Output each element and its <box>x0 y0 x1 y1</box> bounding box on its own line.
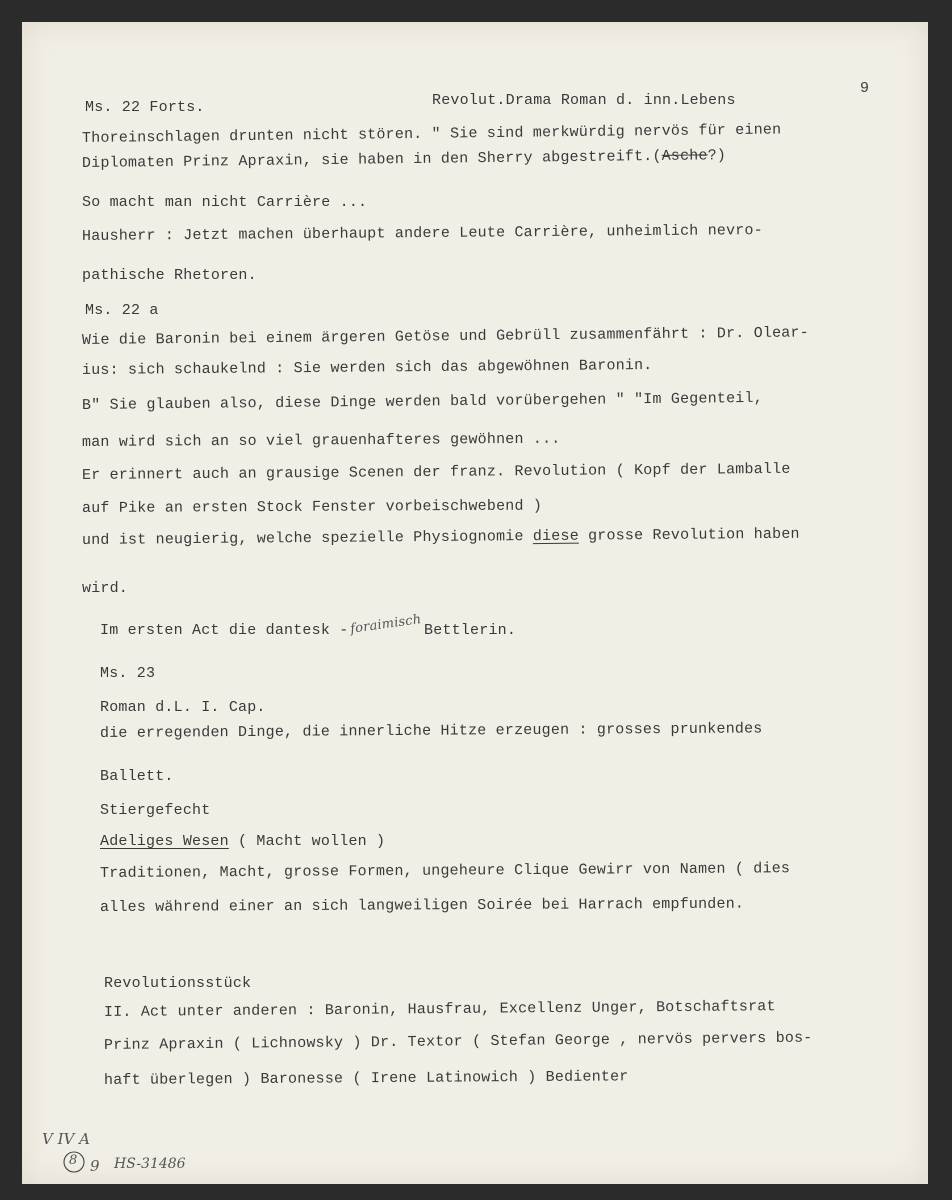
archive-number: 8 <box>69 1153 78 1168</box>
text-line-14-b: Bettlerin. <box>424 622 517 639</box>
text-line-19 <box>100 833 385 850</box>
archive-signature: HS-31486 <box>114 1156 186 1172</box>
text-line-7: ius: sich schaukelnd : Sie werden sich das abgewöhnen Baronin. <box>81 357 653 379</box>
struck-word: Asche <box>661 147 708 165</box>
text-line-14-a: Im ersten Act die dantesk - <box>100 622 349 639</box>
header-left: Ms. 22 Forts. <box>85 99 205 116</box>
text-line-18: Stiergefecht <box>100 802 211 819</box>
text-line-17: Ballett. <box>100 768 174 785</box>
ms-22a-heading: Ms. 22 a <box>85 302 159 319</box>
text-line-12-a: und ist neugierig, welche spezielle Physiognomie <box>81 528 524 549</box>
text-line-12 <box>82 526 800 549</box>
text-line-1: Thoreinschlagen drunten nicht stören. " Sie sind merkwürdig nervös für einen <box>81 121 782 147</box>
struck-prefix: ( <box>652 147 662 166</box>
text-line-13: wird. <box>82 580 129 597</box>
archive-sub-mark: 9 <box>90 1157 100 1175</box>
text-line-8: B" Sie glauben also, diese Dinge werden bald vorübergehen " "Im Gegenteil, <box>81 389 763 414</box>
ms-23-heading: Ms. 23 <box>100 665 156 682</box>
text-line-15: Roman d.L. I. Cap. <box>100 699 266 716</box>
document-page <box>22 22 928 1184</box>
text-line-21: alles während einer an sich langweiligen Soirée bei Harrach empfunden. <box>99 895 745 916</box>
underlined-adeliges-wesen: Adeliges Wesen <box>100 833 229 850</box>
page-number: 9 <box>860 80 870 97</box>
text-line-22: II. Act unter anderen : Baronin, Hausfrau, Excellenz Unger, Botschaftsrat <box>103 998 776 1021</box>
underlined-diese: diese <box>532 527 579 546</box>
text-line-23: Prinz Apraxin ( Lichnowsky ) Dr. Textor ( Stefan George , nervös pervers bos- <box>103 1029 813 1054</box>
text-line-11: auf Pike an ersten Stock Fenster vorbeischwebend ) <box>81 497 543 517</box>
struck-suffix: ?) <box>707 147 727 165</box>
text-line-12-b: grosse Revolution haben <box>588 525 800 545</box>
text-line-3: So macht man nicht Carrière ... <box>82 194 368 211</box>
text-line-2 <box>82 147 726 172</box>
revolutionsstueck-heading: Revolutionsstück <box>104 975 252 992</box>
header-right: Revolut.Drama Roman d. inn.Lebens <box>432 92 736 109</box>
text-line-24: haft überlegen ) Baronesse ( Irene Latinowich ) Bedienter <box>103 1068 629 1089</box>
text-line-16: die erregenden Dinge, die innerliche Hitze erzeugen : grosses prunkendes <box>99 720 763 742</box>
archive-shelf-mark: V IV A <box>42 1130 90 1148</box>
text-line-2-main: Diplomaten Prinz Apraxin, sie haben in den Sherry abgestreift. <box>81 148 653 172</box>
text-line-9: man wird sich an so viel grauenhafteres gewöhnen ... <box>81 430 561 451</box>
text-line-4: Hausherr : Jetzt machen überhaupt andere Leute Carrière, unheimlich nevro- <box>81 222 763 245</box>
handwritten-insert: foraimisch <box>349 612 423 637</box>
text-line-19-b: ( Macht wollen ) <box>238 833 386 850</box>
text-line-20: Traditionen, Macht, grosse Formen, ungeheure Clique Gewirr von Namen ( dies <box>99 860 791 882</box>
text-line-14 <box>100 612 517 639</box>
text-line-5: pathische Rhetoren. <box>82 267 257 284</box>
text-line-10: Er erinnert auch an grausige Scenen der franz. Revolution ( Kopf der Lamballe <box>81 460 791 484</box>
text-line-6: Wie die Baronin bei einem ärgeren Getöse und Gebrüll zusammenfährt : Dr. Olear- <box>81 324 809 349</box>
